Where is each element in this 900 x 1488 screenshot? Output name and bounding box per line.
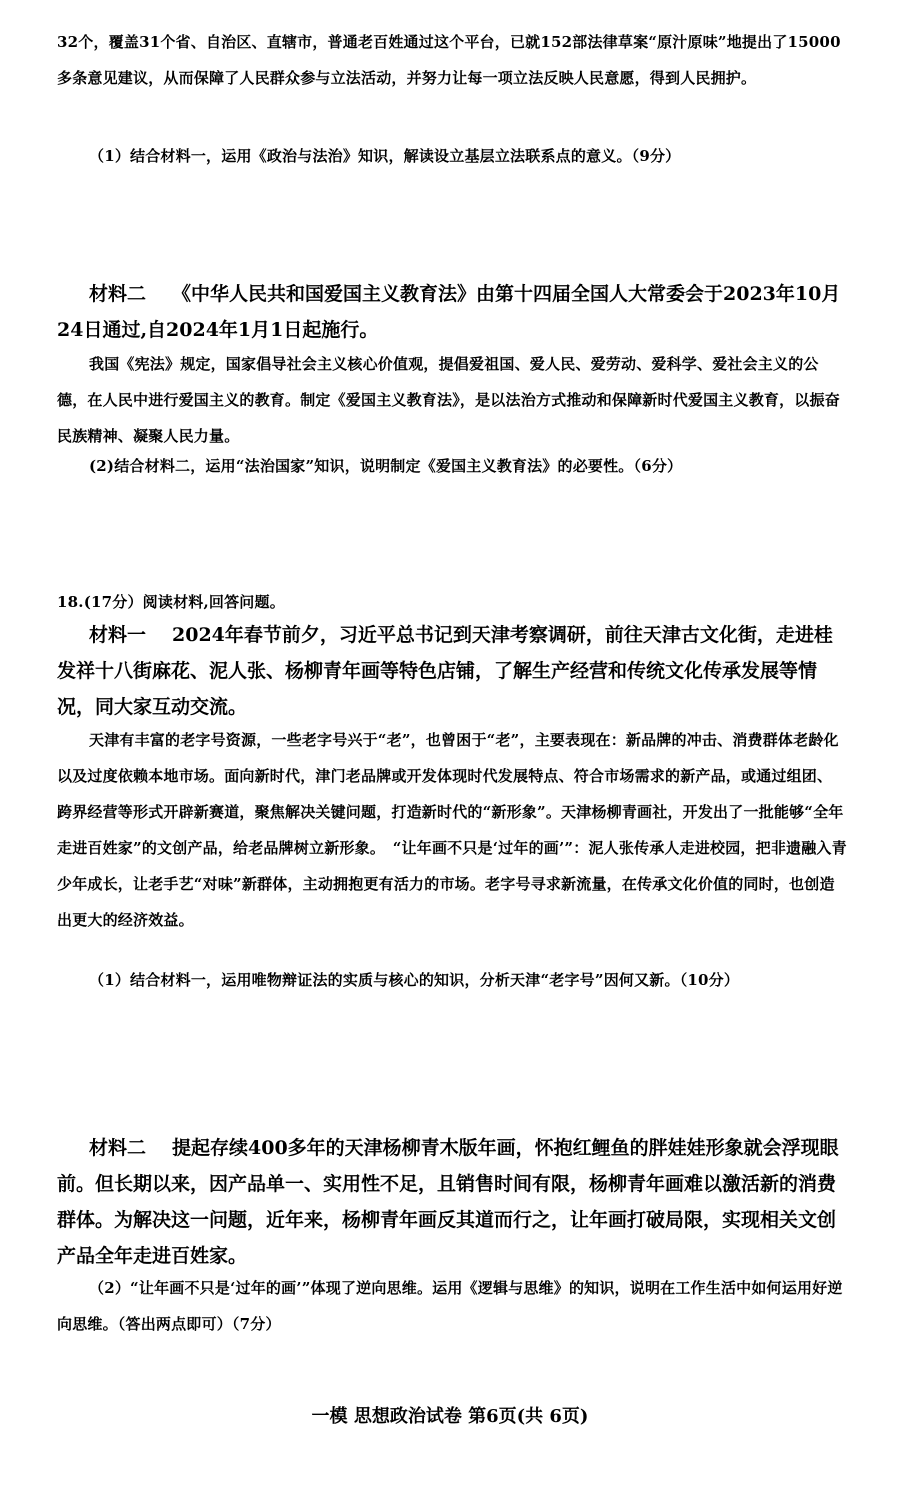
page-footer: 一模 思想政治试卷 第6页(共 6页) <box>311 1406 589 1427</box>
question-18-2: （2）“让年画不只是‘过年的画’”体现了逆向思维。运用《逻辑与思维》的知识，说明在工作生活中如何运用好逆向思维。（答出两点即可）（7分） <box>57 1279 843 1333</box>
material-two-label-18: 材料二 <box>89 1137 147 1159</box>
material-two-text-18: 提起存续400多年的天津杨柳青木版年画，怀抱红鲤鱼的胖娃娃形象就会浮现眼前。但长期以来，因产品单一、实用性不足，且销售时间有限，杨柳青年画难以激活新的消费群体。为解决这一问题，近年来，杨柳青年画反其道而行之，让年画打破局限，实现相关文创产品全年走进百姓家。 <box>57 1137 839 1267</box>
question-18-material-two <box>57 1130 847 1274</box>
material-one-text: 2024年春节前夕，习近平总书记到天津考察调研，前往天津古文化街，走进桂发祥十八街麻花、泥人张、杨柳青年画等特色店铺，了解生产经营和传统文化传承发展等情况，同大家互动交流。 <box>57 624 833 718</box>
question-17-2: (2)结合材料二，运用“法治国家”知识，说明制定《爱国主义教育法》的必要性。（6分） <box>89 457 683 475</box>
material-two-label: 材料二 <box>89 283 147 305</box>
material-one-label: 材料一 <box>89 624 147 646</box>
material-two-paragraph: 我国《宪法》规定，国家倡导社会主义核心价值观，提倡爱祖国、爱人民、爱劳动、爱科学、爱社会主义的公德，在人民中进行爱国主义的教育。制定《爱国主义教育法》，是以法治方式推动和保障新时代爱国主义教育，以振奋民族精神、凝聚人民力量。 <box>57 355 840 445</box>
question-18-material-one-paragraph: 天津有丰富的老字号资源，一些老字号兴于“老”，也曾困于“老”，主要表现在：新品牌的冲击、消费群体老龄化以及过度依赖本地市场。面向新时代，津门老品牌或开发体现时代发展特点、符合市场需求的新产品，或通过组团、跨界经营等形式开辟新赛道，聚焦解决关键问题，打造新时代的“新形象”。天津杨柳青画社，开发出了一批能够“全年走进百姓家”的文创产品，给老品牌树立新形象。 “让年画不只是‘过年的画’”：泥人张传承人走进校园，把非遗融入青少年成长，让老手艺“对味”新群体，主动拥抱更有活力的市场。老字号寻求新流量，在传承文化价值的同时，也创造出更大的经济效益。 <box>57 731 847 929</box>
question-18-material-one-intro <box>57 617 847 725</box>
question-18-1: （1）结合材料一，运用唯物辩证法的实质与核心的知识，分析天津“老字号”因何又新。（10分） <box>89 971 740 989</box>
material-two-intro <box>57 276 847 348</box>
question-18-title: 18.(17分）阅读材料,回答问题。 <box>57 593 285 611</box>
material-one-continuation: 32个，覆盖31个省、自治区、直辖市，普通老百姓通过这个平台，已就152部法律草案“原汁原味”地提出了15000多条意见建议，从而保障了人民群众参与立法活动，并努力让每一项立法反映人民意愿，得到人民拥护。 <box>57 33 841 87</box>
material-two-text: 《中华人民共和国爱国主义教育法》由第十四届全国人大常委会于2023年10月24日通过,自2024年1月1日起施行。 <box>57 283 841 341</box>
question-17-1: （1）结合材料一，运用《政治与法治》知识，解读设立基层立法联系点的意义。（9分） <box>89 147 681 165</box>
